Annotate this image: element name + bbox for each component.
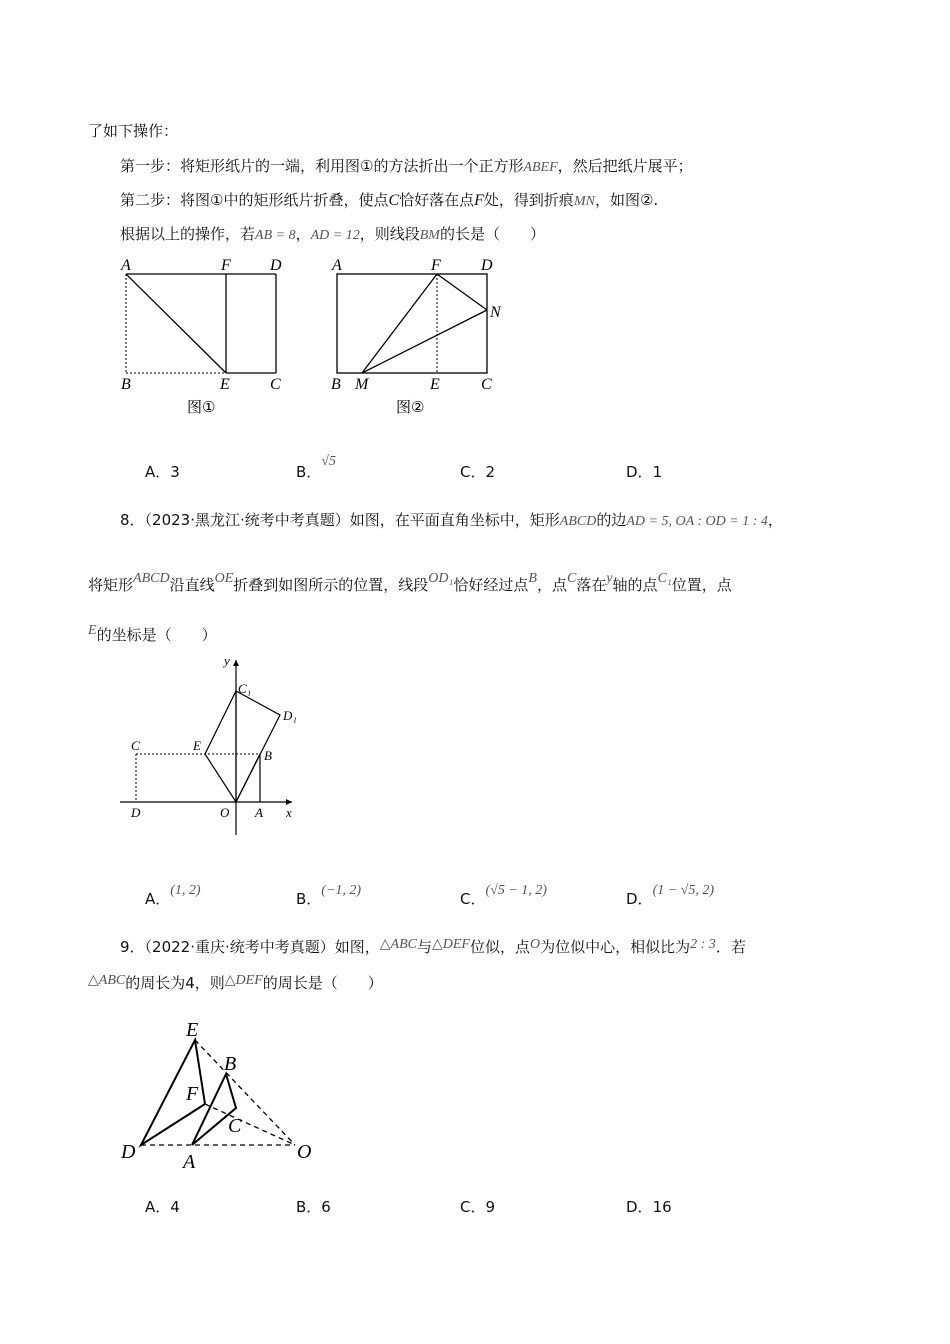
q7-option-a[interactable]: A．3 — [145, 463, 180, 481]
q9-line2-math-1: △ABC — [88, 973, 126, 988]
q7-ask-text: 根据以上的操作，若 — [120, 225, 256, 243]
fig1-caption: 图① — [187, 398, 216, 416]
q9-line1-math-1: △ABC — [379, 937, 417, 952]
q8-line2-math-4: B — [528, 571, 537, 586]
q8-line2-math-2: OE — [214, 571, 234, 586]
q7-ask-math-2: AD = 12 — [310, 228, 360, 243]
q8-option-c[interactable]: C．(√5 − 1, 2) — [460, 883, 547, 908]
fig2-label-b: B — [331, 376, 341, 393]
q9-line1-text-a: 9．（2022·重庆·统考中考真题）如图， — [120, 938, 380, 956]
fig2-caption: 图② — [396, 398, 425, 416]
q8-line2-math-7: C₁ — [657, 571, 672, 586]
q8-line2-text-h: 位置，点 — [671, 576, 732, 594]
q8-line2-text-g: 轴的点 — [612, 576, 658, 594]
q8-line2-math-1: ABCD — [133, 571, 170, 586]
q9-option-a[interactable]: A．4 — [145, 1198, 180, 1216]
q7-step2-point-f: F — [474, 192, 484, 209]
q8-label-a: A — [255, 805, 263, 820]
fig2-label-n: N — [490, 304, 501, 321]
fig2-label-e: E — [430, 376, 440, 393]
q9-line1-math-3: O — [530, 937, 541, 952]
q9-line2-math-2: △DEF — [224, 973, 263, 988]
q7-option-d[interactable]: D．1 — [626, 463, 663, 481]
q8-line1-math-2: AD = 5, OA : OD = 1 : 4 — [626, 514, 768, 529]
q9-label-c: C — [228, 1115, 242, 1137]
q8-option-a[interactable]: A．(1, 2) — [145, 883, 201, 908]
q7-step1-math: ABEF — [523, 160, 558, 175]
q9-option-d[interactable]: D．16 — [626, 1198, 672, 1216]
q7-ask-sep: ， — [295, 225, 311, 243]
q7-step1-text: 第一步：将矩形纸片的一端，利用图①的方法折出一个正方形 — [120, 157, 524, 175]
fig2-label-f: F — [431, 257, 441, 274]
fig2-label-c: C — [481, 376, 492, 393]
q7-step2-text-b: 恰好落在点 — [399, 191, 475, 209]
q9-line1-text-b: 与 — [416, 938, 432, 956]
q8-label-d1: D₁ — [283, 708, 297, 723]
q8-line2-text-b: 沿直线 — [169, 576, 215, 594]
q7-step2-math: MN — [573, 194, 595, 209]
q9-label-b: B — [224, 1053, 237, 1075]
q7-step1-text-b: ，然后把纸片展平； — [557, 157, 693, 175]
q9-line1-math-4: 2 : 3 — [690, 937, 716, 952]
q9-line1-text-e: ．若 — [715, 938, 746, 956]
ray-of — [205, 1104, 295, 1145]
q9-label-e: E — [186, 1019, 199, 1041]
q8-option-d[interactable]: D．(1 − √5, 2) — [626, 883, 715, 908]
q8-label-y: y — [224, 653, 230, 668]
q9-line2-text-a: 的周长为4，则 — [125, 974, 225, 992]
q8-line2-text-c: 折叠到如图所示的位置，线段 — [233, 576, 429, 594]
q8-label-d: D — [131, 805, 141, 820]
q8-line2-text-f: 落在 — [576, 576, 607, 594]
q9-line1-text-c: 位似，点 — [469, 938, 530, 956]
fig1-label-f: F — [221, 257, 231, 274]
q9-line2-text-b: 的周长是（ ） — [262, 974, 383, 992]
q8-line2-text-e: ，点 — [536, 576, 567, 594]
q8-line2-text-d: 恰好经过点 — [453, 576, 529, 594]
fig1-label-c: C — [270, 376, 281, 393]
q8-label-e: E — [193, 738, 201, 753]
q8-line3-math-1: E — [88, 623, 97, 638]
q8-line3-text: 的坐标是（ ） — [96, 626, 217, 644]
q8-line2-text-a: 将矩形 — [88, 576, 134, 594]
fig2-label-m: M — [355, 376, 369, 393]
q7-ask-math-1: AB = 8 — [255, 228, 296, 243]
q9-label-f: F — [186, 1083, 199, 1105]
q7-step2-point-c: C — [388, 192, 400, 209]
fig1-label-a: A — [121, 257, 131, 274]
q8-label-x: x — [286, 805, 292, 820]
q7-intro: 了如下操作： — [88, 122, 179, 140]
q8-option-b[interactable]: B．(−1, 2) — [296, 883, 362, 908]
q8-line1-text-c: ， — [767, 511, 783, 529]
fig1-label-b: B — [121, 376, 131, 393]
q9-label-o: O — [297, 1141, 312, 1163]
q8-line1-text: 8．（2023·黑龙江·统考中考真题）如图，在平面直角坐标中，矩形 — [120, 511, 560, 529]
q8-label-o: O — [220, 805, 230, 820]
q9-line1-math-2: △DEF — [432, 937, 470, 952]
q7-ask-text-b: ，则线段 — [359, 225, 420, 243]
q7-option-b[interactable]: B．√5 — [296, 454, 336, 481]
q9-label-a: A — [183, 1151, 196, 1173]
fig2-label-a: A — [332, 257, 342, 274]
q7-step2-text-c: 处，得到折痕 — [483, 191, 574, 209]
q8-line2-math-3: OD₁ — [428, 571, 454, 586]
q9-label-d: D — [121, 1141, 136, 1163]
q9-option-b[interactable]: B．6 — [296, 1198, 331, 1216]
q8-line2-math-6: y — [606, 571, 613, 586]
q7-ask-math-3: BM — [419, 228, 440, 243]
q8-line2-math-5: C — [566, 571, 577, 586]
q7-ask-text-c: 的长是（ ） — [439, 225, 545, 243]
q8-label-c1: C₁ — [238, 681, 252, 696]
fig1-label-d: D — [270, 257, 282, 274]
q8-line1-math-1: ABCD — [559, 514, 597, 529]
q7-step2-text-d: ，如图②. — [594, 191, 659, 209]
q8-label-c: C — [131, 738, 140, 753]
q9-line1-text-d: 为位似中心，相似比为 — [540, 938, 691, 956]
fig1-label-e: E — [220, 376, 230, 393]
q7-option-c[interactable]: C．2 — [460, 463, 496, 481]
q9-option-c[interactable]: C．9 — [460, 1198, 496, 1216]
q7-step2-text: 第二步：将图①中的矩形纸片折叠，使点 — [120, 191, 389, 209]
fig2-label-d: D — [481, 257, 493, 274]
q8-line1-text-b: 的边 — [596, 511, 627, 529]
q8-label-b: B — [264, 748, 272, 763]
